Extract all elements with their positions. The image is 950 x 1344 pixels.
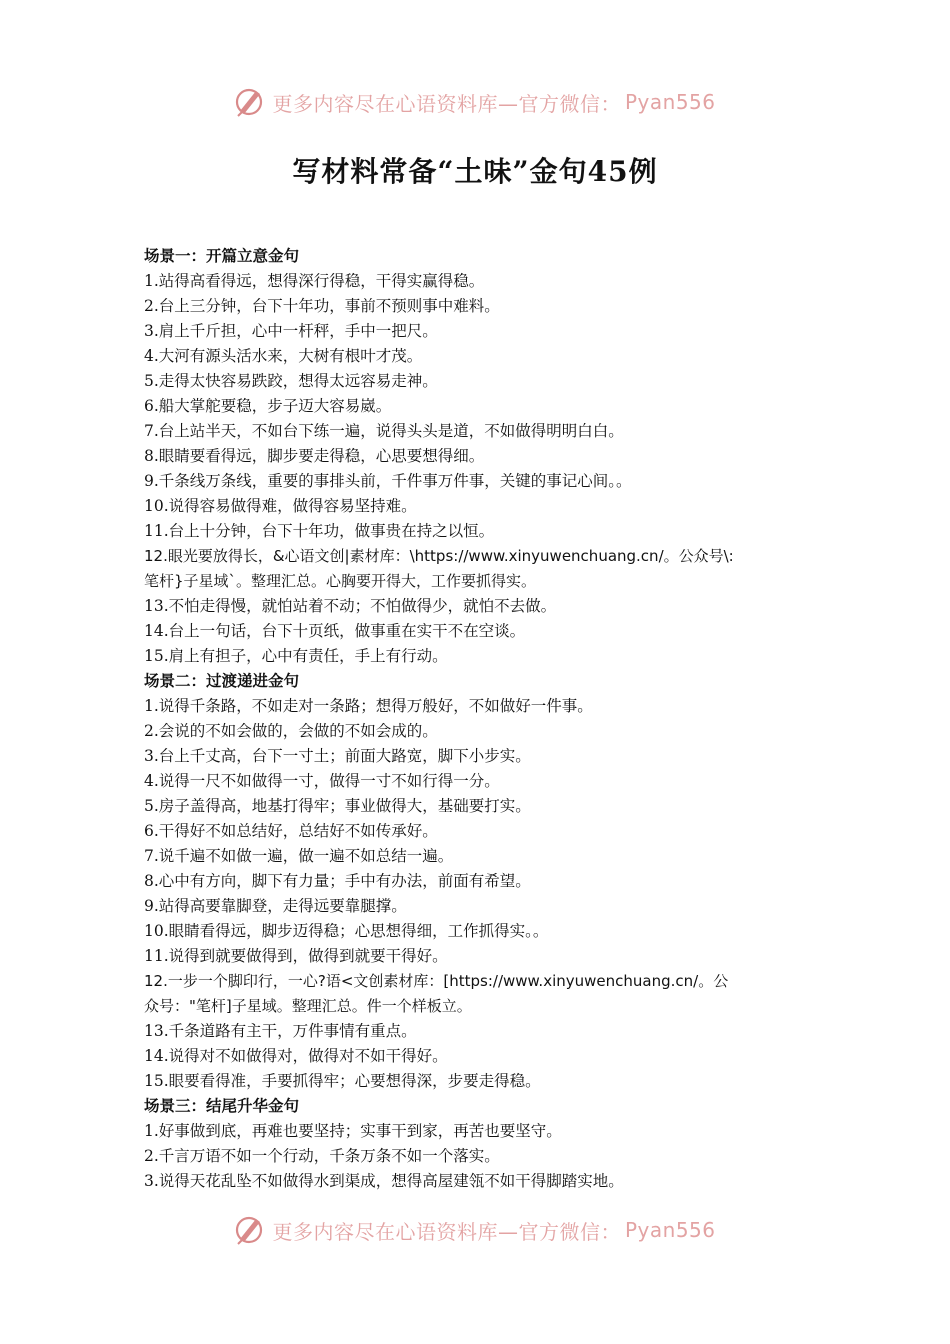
pen-logo-icon xyxy=(234,1213,268,1247)
section-heading: 场景三：结尾升华金句 xyxy=(144,1097,300,1115)
list-item: 1.说得千条路，不如走对一条路；想得万般好，不如做好一件事。 xyxy=(144,697,593,715)
list-item: 6.干得好不如总结好，总结好不如传承好。 xyxy=(144,822,438,840)
document-body xyxy=(144,244,824,1194)
list-item: 3.说得天花乱坠不如做得水到渠成，想得高屋建瓴不如干得脚踏实地。 xyxy=(144,1172,624,1190)
list-item: 6.船大掌舵要稳，步子迈大容易崴。 xyxy=(144,397,392,415)
list-item: 15.肩上有担子，心中有责任，手上有行动。 xyxy=(144,647,448,665)
list-item: 4.说得一尺不如做得一寸，做得一寸不如行得一分。 xyxy=(144,772,500,790)
footer-watermark-banner xyxy=(0,1210,950,1250)
list-item: 13.千条道路有主干，万件事情有重点。 xyxy=(144,1022,417,1040)
list-item: 10.说得容易做得难，做得容易坚持难。 xyxy=(144,497,417,515)
list-item: 11.说得到就要做得到，做得到就要干得好。 xyxy=(144,947,448,965)
list-item: 3.肩上千斤担，心中一杆秤，手中一把尺。 xyxy=(144,322,438,340)
list-item: 8.心中有方向，脚下有力量；手中有办法，前面有希望。 xyxy=(144,872,531,890)
list-item: 9.站得高要靠脚登，走得远要靠腿撑。 xyxy=(144,897,407,915)
page-title: 写材料常备“土味”金句45例 xyxy=(292,155,658,188)
list-item: 10.眼睛看得远，脚步迈得稳；心思想得细，工作抓得实。。 xyxy=(144,922,549,940)
list-item: 2.台上三分钟，台下十年功，事前不预则事中难料。 xyxy=(144,297,500,315)
list-item: 1.站得高看得远，想得深行得稳，干得实赢得稳。 xyxy=(144,272,485,290)
watermark-text: 更多内容尽在心语资料库—官方微信： xyxy=(272,91,621,116)
list-item: 5.走得太快容易跌跤，想得太远容易走神。 xyxy=(144,372,438,390)
section-heading: 场景二：过渡递进金句 xyxy=(144,672,300,690)
list-item: 众号："笔杆]子星域。整理汇总。件一个样板立。 xyxy=(144,997,472,1015)
list-item: 7.台上站半天，不如台下练一遍，说得头头是道，不如做得明明白白。 xyxy=(144,422,624,440)
list-item: 2.千言万语不如一个行动，千条万条不如一个落实。 xyxy=(144,1147,500,1165)
list-item: 5.房子盖得高，地基打得牢；事业做得大，基础要打实。 xyxy=(144,797,531,815)
list-item: 7.说千遍不如做一遍，做一遍不如总结一遍。 xyxy=(144,847,454,865)
list-item: 14.台上一句话，台下十页纸，做事重在实干不在空谈。 xyxy=(144,622,526,640)
wechat-id: Pyan556 xyxy=(624,90,716,114)
list-item: 8.眼睛要看得远，脚步要走得稳，心思要想得细。 xyxy=(144,447,485,465)
list-item: 笔杆}子星域`。整理汇总。心胸要开得大，工作要抓得实。 xyxy=(144,572,537,590)
list-item: 13.不怕走得慢，就怕站着不动；不怕做得少，就怕不去做。 xyxy=(144,597,557,615)
watermark-text: 更多内容尽在心语资料库—官方微信： xyxy=(272,1219,621,1244)
wechat-id: Pyan556 xyxy=(624,1218,716,1242)
list-item: 15.眼要看得准，手要抓得牢；心要想得深，步要走得稳。 xyxy=(144,1072,541,1090)
list-item: 12.眼光要放得长，&心语文创|素材库：\https://www.xinyuwenchuang.cn/。公众号\: xyxy=(144,547,734,565)
list-item: 3.台上千丈高，台下一寸土；前面大路宽，脚下小步实。 xyxy=(144,747,531,765)
section-heading: 场景一：开篇立意金句 xyxy=(144,247,300,265)
list-item: 14.说得对不如做得对，做得对不如干得好。 xyxy=(144,1047,448,1065)
pen-logo-icon xyxy=(234,85,268,119)
list-item: 12.一步一个脚印行，一心?语<文创素材库：[https://www.xinyuwenchuang.cn/。公 xyxy=(144,972,729,990)
list-item: 4.大河有源头活水来，大树有根叶才茂。 xyxy=(144,347,423,365)
header-watermark-banner xyxy=(0,82,950,122)
list-item: 1.好事做到底，再难也要坚持；实事干到家，再苦也要坚守。 xyxy=(144,1122,562,1140)
list-item: 9.千条线万条线，重要的事排头前，千件事万件事，关键的事记心间。。 xyxy=(144,472,632,490)
list-item: 2.会说的不如会做的，会做的不如会成的。 xyxy=(144,722,438,740)
list-item: 11.台上十分钟，台下十年功，做事贵在持之以恒。 xyxy=(144,522,495,540)
